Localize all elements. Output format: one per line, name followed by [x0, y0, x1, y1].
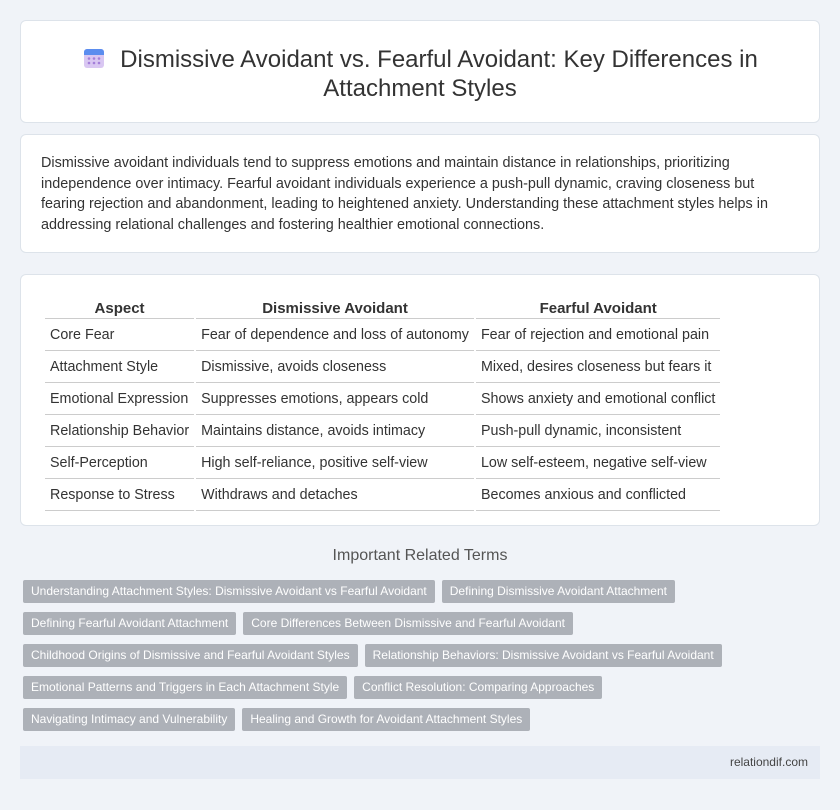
cell-dismissive: Maintains distance, avoids intimacy [196, 417, 474, 447]
footer-bar [20, 746, 820, 779]
related-term-tag[interactable]: Understanding Attachment Styles: Dismissive Avoidant vs Fearful Avoidant [23, 580, 435, 603]
cell-fearful: Mixed, desires closeness but fears it [476, 353, 720, 383]
cell-dismissive: High self-reliance, positive self-view [196, 449, 474, 479]
cell-aspect: Emotional Expression [45, 385, 194, 415]
cell-aspect: Core Fear [45, 321, 194, 351]
related-term-tag[interactable]: Conflict Resolution: Comparing Approaches [354, 676, 602, 699]
related-term-tag[interactable]: Relationship Behaviors: Dismissive Avoidant vs Fearful Avoidant [365, 644, 722, 667]
related-term-tag[interactable]: Healing and Growth for Avoidant Attachment Styles [242, 708, 530, 731]
header-dismissive: Dismissive Avoidant [196, 297, 474, 319]
table-row [45, 353, 720, 383]
cell-dismissive: Withdraws and detaches [196, 481, 474, 511]
table-row [45, 481, 720, 511]
related-term-tag[interactable]: Core Differences Between Dismissive and Fearful Avoidant [243, 612, 573, 635]
cell-fearful: Low self-esteem, negative self-view [476, 449, 720, 479]
cell-dismissive: Fear of dependence and loss of autonomy [196, 321, 474, 351]
cell-fearful: Shows anxiety and emotional conflict [476, 385, 720, 415]
header-card [20, 20, 820, 123]
related-terms-list [23, 580, 723, 740]
related-terms-heading: Important Related Terms [332, 547, 508, 564]
cell-fearful: Becomes anxious and conflicted [476, 481, 720, 511]
calendar-icon [82, 46, 106, 70]
cell-aspect: Response to Stress [45, 481, 194, 511]
table-row [45, 321, 720, 351]
comparison-table [43, 295, 722, 513]
cell-aspect: Attachment Style [45, 353, 194, 383]
table-row [45, 385, 720, 415]
related-term-tag[interactable]: Childhood Origins of Dismissive and Fearful Avoidant Styles [23, 644, 358, 667]
cell-dismissive: Dismissive, avoids closeness [196, 353, 474, 383]
cell-aspect: Relationship Behavior [45, 417, 194, 447]
related-term-tag[interactable]: Navigating Intimacy and Vulnerability [23, 708, 235, 731]
intro-card [20, 134, 820, 253]
related-term-tag[interactable]: Emotional Patterns and Triggers in Each Attachment Style [23, 676, 347, 699]
comparison-card [20, 274, 820, 526]
page-title: Dismissive Avoidant vs. Fearful Avoidant: Key Differences in Attachment Styles [120, 46, 758, 102]
cell-dismissive: Suppresses emotions, appears cold [196, 385, 474, 415]
header-fearful: Fearful Avoidant [476, 297, 720, 319]
table-row [45, 449, 720, 479]
header-aspect: Aspect [45, 297, 194, 319]
cell-fearful: Fear of rejection and emotional pain [476, 321, 720, 351]
cell-fearful: Push-pull dynamic, inconsistent [476, 417, 720, 447]
cell-aspect: Self-Perception [45, 449, 194, 479]
page-title-wrap [21, 45, 819, 103]
table-row [45, 417, 720, 447]
footer-site-link[interactable]: relationdif.com [729, 755, 808, 769]
intro-paragraph: Dismissive avoidant individuals tend to suppress emotions and maintain distance in relationships, prioritizing independence over intimacy. Fearful avoidant individuals experience a push-pull dynamic, craving closeness but fearing rejection and abandonment, leading to heightened anxiety. Understanding these attachment styles helps in addressing relational challenges and fostering healthier emotional connections. [41, 155, 768, 233]
related-term-tag[interactable]: Defining Fearful Avoidant Attachment [23, 612, 236, 635]
table-header-row [45, 297, 720, 319]
related-term-tag[interactable]: Defining Dismissive Avoidant Attachment [442, 580, 675, 603]
